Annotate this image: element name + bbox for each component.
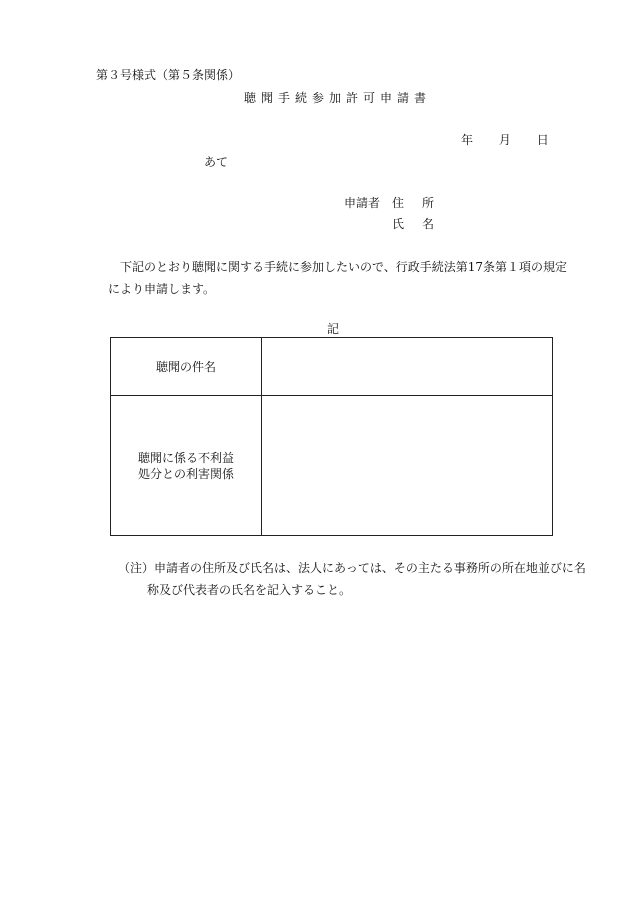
name-label: 氏名 xyxy=(392,217,453,231)
interest-relation-label xyxy=(111,396,262,536)
date-month-label: 月 xyxy=(498,133,511,147)
table-row xyxy=(111,338,553,396)
hearing-subject-label xyxy=(111,338,262,396)
request-statement: 下記のとおり聴聞に関する手続に参加したいので、行政手続法第17条第１項の規定により申請します。 xyxy=(108,260,568,296)
hearing-subject-field[interactable] xyxy=(262,338,553,396)
record-table xyxy=(110,337,553,536)
addressee: あて xyxy=(204,155,229,169)
date-day-label: 日 xyxy=(536,133,549,147)
hearing-subject-label-text: 聴聞の件名 xyxy=(155,359,216,374)
interest-relation-field[interactable] xyxy=(262,396,553,536)
record-heading: 記 xyxy=(327,322,340,336)
interest-relation-label-line2: 処分との利害関係 xyxy=(137,466,234,481)
page-title: 聴聞手続参加許可申請書 xyxy=(244,91,432,105)
table-row xyxy=(111,396,553,536)
form-number: 第３号様式（第５条関係） xyxy=(96,68,241,82)
note-line-1: （注）申請者の住所及び氏名は、法人にあっては、その主たる事務所の所在地並びに名 xyxy=(118,561,586,575)
interest-relation-label-line1: 聴聞に係る不利益 xyxy=(137,450,234,465)
date-year-label: 年 xyxy=(461,133,474,147)
note-line-2: 称及び代表者の氏名を記入すること。 xyxy=(147,583,352,597)
applicant-label: 申請者 xyxy=(344,196,381,210)
address-label: 住所 xyxy=(392,196,453,210)
date-line xyxy=(461,131,549,148)
